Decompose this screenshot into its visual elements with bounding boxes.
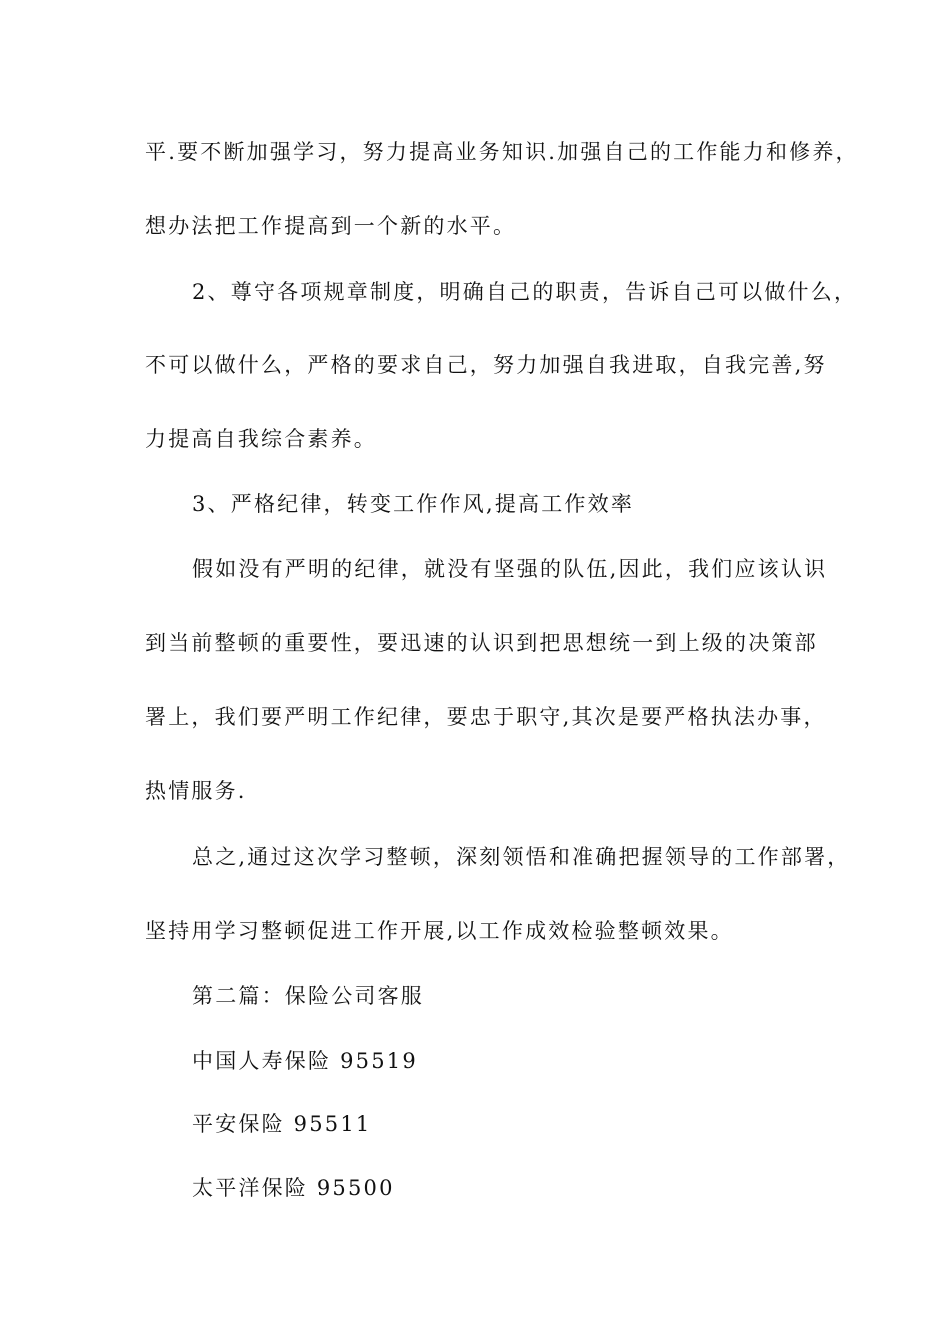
hotline-item: 平安保险 95511 [192,1112,372,1136]
paragraph-line: 署上，我们要严明工作纪律，要忠于职守,其次是要严格执法办事， [145,705,827,729]
paragraph-line: 坚持用学习整顿促进工作开展,以工作成效检验整顿效果。 [145,919,734,943]
paragraph-line: 想办法把工作提高到一个新的水平。 [145,214,517,238]
paragraph-line: 力提高自我综合素养。 [145,427,377,451]
paragraph-line: 到当前整顿的重要性，要迅速的认识到把思想统一到上级的决策部 [145,631,818,655]
list-item-3-heading: 3、严格纪律，转变工作作风,提高工作效率 [192,492,635,516]
section-heading: 第二篇：保险公司客服 [192,984,424,1008]
paragraph-line: 平.要不断加强学习，努力提高业务知识.加强自己的工作能力和修养， [145,140,859,164]
paragraph-line: 不可以做什么，严格的要求自己，努力加强自我进取，自我完善,努 [145,353,827,377]
paragraph-line: 假如没有严明的纪律，就没有坚强的队伍,因此，我们应该认识 [192,557,828,581]
hotline-item: 太平洋保险 95500 [192,1176,395,1200]
hotline-item: 中国人寿保险 95519 [192,1049,418,1073]
list-item-2-line: 2、尊守各项规章制度，明确自己的职责，告诉自己可以做什么， [192,280,858,304]
paragraph-line: 总之,通过这次学习整顿，深刻领悟和准确把握领导的工作部署， [192,845,851,869]
paragraph-line: 热情服务. [145,779,247,803]
